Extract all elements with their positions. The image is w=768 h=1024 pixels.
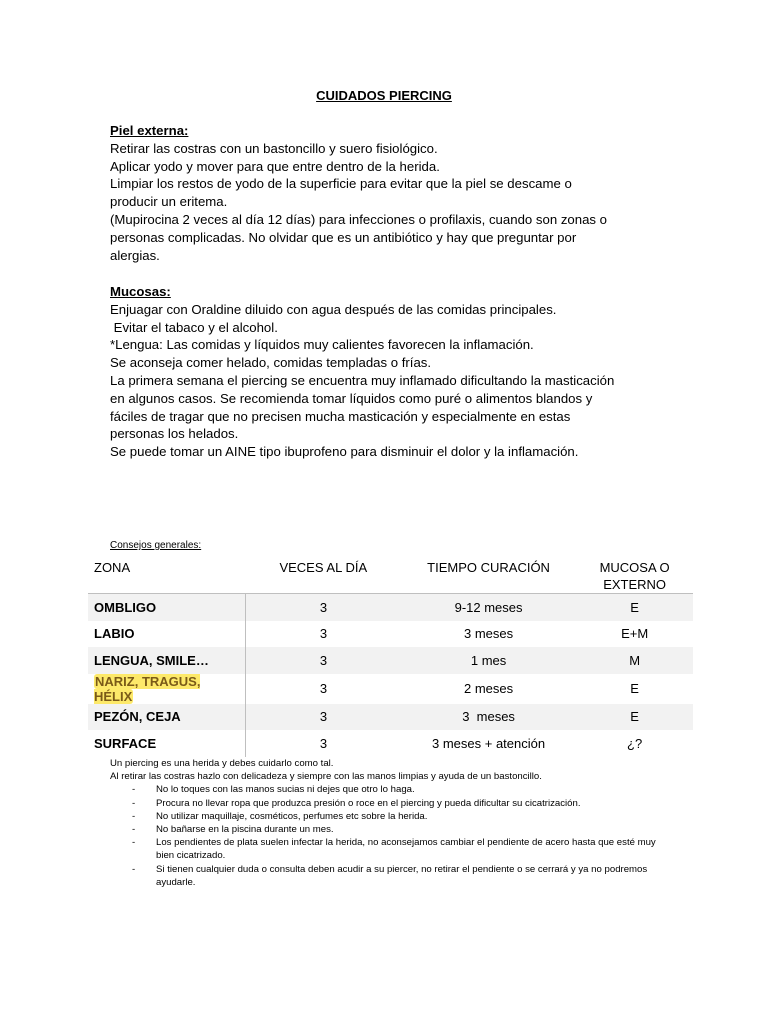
care-table	[88, 556, 693, 757]
cell-veces: 3	[246, 594, 401, 621]
table-header-row	[88, 556, 693, 594]
column-header-zona: ZONA	[88, 556, 246, 594]
cell-veces: 3	[319, 626, 328, 642]
cell-tipo: E	[576, 594, 693, 621]
list-item	[110, 797, 670, 810]
table-row	[88, 704, 693, 731]
section-heading-mucosas: Mucosas:	[110, 284, 171, 299]
paragraph-line: (Mupirocina 2 veces al día 12 días) para infecciones o profilaxis, cuando son zonas o	[110, 211, 608, 227]
list-item	[110, 863, 670, 889]
paragraph-line: Limpiar los restos de yodo de la superficie para evitar que la piel se descame o	[110, 176, 572, 192]
note-intro: Al retirar las costras hazlo con delicadeza y siempre con las manos limpias y ayuda de un bastoncillo.	[110, 771, 542, 783]
paragraph-line: producir un eritema.	[110, 194, 228, 210]
paragraph-line: Se aconseja comer helado, comidas templadas o frías.	[110, 355, 432, 371]
paragraph-line: Aplicar yodo y mover para que entre dentro de la herida.	[110, 158, 440, 174]
cell-tipo: E+M	[621, 626, 649, 642]
cell-zona: OMBLIGO	[88, 594, 246, 621]
table-row	[88, 594, 693, 621]
section-piel-externa	[110, 122, 670, 264]
bullet-dash: -	[132, 863, 136, 875]
paragraph-line: Se puede tomar un AINE tipo ibuprofeno para disminuir el dolor y la inflamación.	[110, 444, 579, 460]
paragraph-line: personas complicadas. No olvidar que es un antibiótico y hay que preguntar por	[110, 229, 577, 245]
cell-veces: 3	[246, 704, 401, 731]
cell-veces: 3	[246, 647, 401, 674]
list-item	[110, 836, 670, 862]
section-heading-piel-externa: Piel externa:	[110, 123, 189, 138]
cell-tiempo: 3 meses	[401, 704, 576, 731]
list-item-text: No lo toques con las manos sucias ni dejes que otro lo haga.	[156, 784, 415, 796]
paragraph-line: en algunos casos. Se recomienda tomar líquidos como puré o alimentos blandos y	[110, 390, 593, 406]
paragraph-line: Evitar el tabaco y el alcohol.	[110, 319, 278, 335]
paragraph-line: alergias.	[110, 247, 160, 263]
cell-zona: LENGUA, SMILE…	[88, 647, 246, 674]
list-item-text: Los pendientes de plata suelen infectar la herida, no aconsejamos cambiar el pendiente de acero hasta que esté muy bien cicatrizado.	[156, 837, 656, 862]
paragraph-line: personas los helados.	[110, 426, 239, 442]
table-row	[88, 621, 693, 648]
paragraph-line: *Lengua: Las comidas y líquidos muy calientes favorecen la inflamación.	[110, 337, 534, 353]
cell-tipo: E	[630, 681, 639, 696]
list-item-text: No bañarse en la piscina durante un mes.	[156, 824, 334, 836]
bullet-dash: -	[132, 824, 136, 836]
cell-zona-highlighted	[88, 674, 246, 704]
column-header-tiempo: TIEMPO CURACIÓN	[401, 556, 576, 594]
table-row	[88, 730, 693, 757]
notes-list	[110, 783, 670, 889]
list-item	[110, 783, 670, 796]
cell-tipo: M	[576, 647, 693, 674]
cell-tiempo: 3 meses + atención	[432, 735, 546, 751]
list-item-text: Si tienen cualquier duda o consulta deben acudir a su piercer, no retirar el pendiente o se cerrará y ya no podremos ayudarle.	[156, 863, 648, 888]
cell-tiempo: 3 meses	[463, 626, 514, 642]
cell-veces: 3	[319, 735, 328, 751]
paragraph-line: Enjuagar con Oraldine diluido con agua después de las comidas principales.	[110, 301, 557, 317]
bullet-dash: -	[132, 837, 136, 849]
cell-tipo: ¿?	[627, 735, 643, 751]
table-row	[88, 674, 693, 704]
list-item	[110, 810, 670, 823]
cell-tipo: E	[576, 704, 693, 731]
paragraph-line: fáciles de tragar que no precisen mucha masticación y especialmente en estas	[110, 408, 571, 424]
cell-zona: PEZÓN, CEJA	[88, 704, 246, 731]
bullet-dash: -	[132, 784, 136, 796]
general-notes	[110, 757, 670, 889]
list-item-text: Procura no llevar ropa que produzca presión o roce en el piercing y pueda dificultar su cicatrización.	[156, 797, 581, 809]
paragraph-line: Retirar las costras con un bastoncillo y suero fisiológico.	[110, 140, 438, 156]
section-mucosas	[110, 283, 670, 461]
highlight-mark: NARIZ, TRAGUS, HÉLIX	[94, 673, 201, 704]
consejos-caption: Consejos generales:	[110, 540, 202, 551]
note-intro: Un piercing es una herida y debes cuidarlo como tal.	[110, 758, 334, 769]
cell-tiempo: 9-12 meses	[401, 594, 576, 621]
cell-zona: SURFACE	[88, 730, 246, 757]
column-header-mucosa: MUCOSA O EXTERNO	[576, 556, 693, 594]
list-item-text: No utilizar maquillaje, cosméticos, perfumes etc sobre la herida.	[156, 810, 428, 822]
paragraph-line: La primera semana el piercing se encuentra muy inflamado dificultando la masticación	[110, 372, 615, 388]
cell-zona: LABIO	[88, 621, 246, 648]
list-item	[110, 823, 670, 836]
bullet-dash: -	[132, 797, 136, 809]
cell-veces: 3	[319, 681, 328, 696]
bullet-dash: -	[132, 810, 136, 822]
page-title: CUIDADOS PIERCING	[316, 88, 452, 103]
cell-tiempo: 1 mes	[401, 647, 576, 674]
cell-tiempo: 2 meses	[463, 681, 514, 696]
column-header-veces: VECES AL DÍA	[246, 556, 401, 594]
table-row	[88, 647, 693, 674]
